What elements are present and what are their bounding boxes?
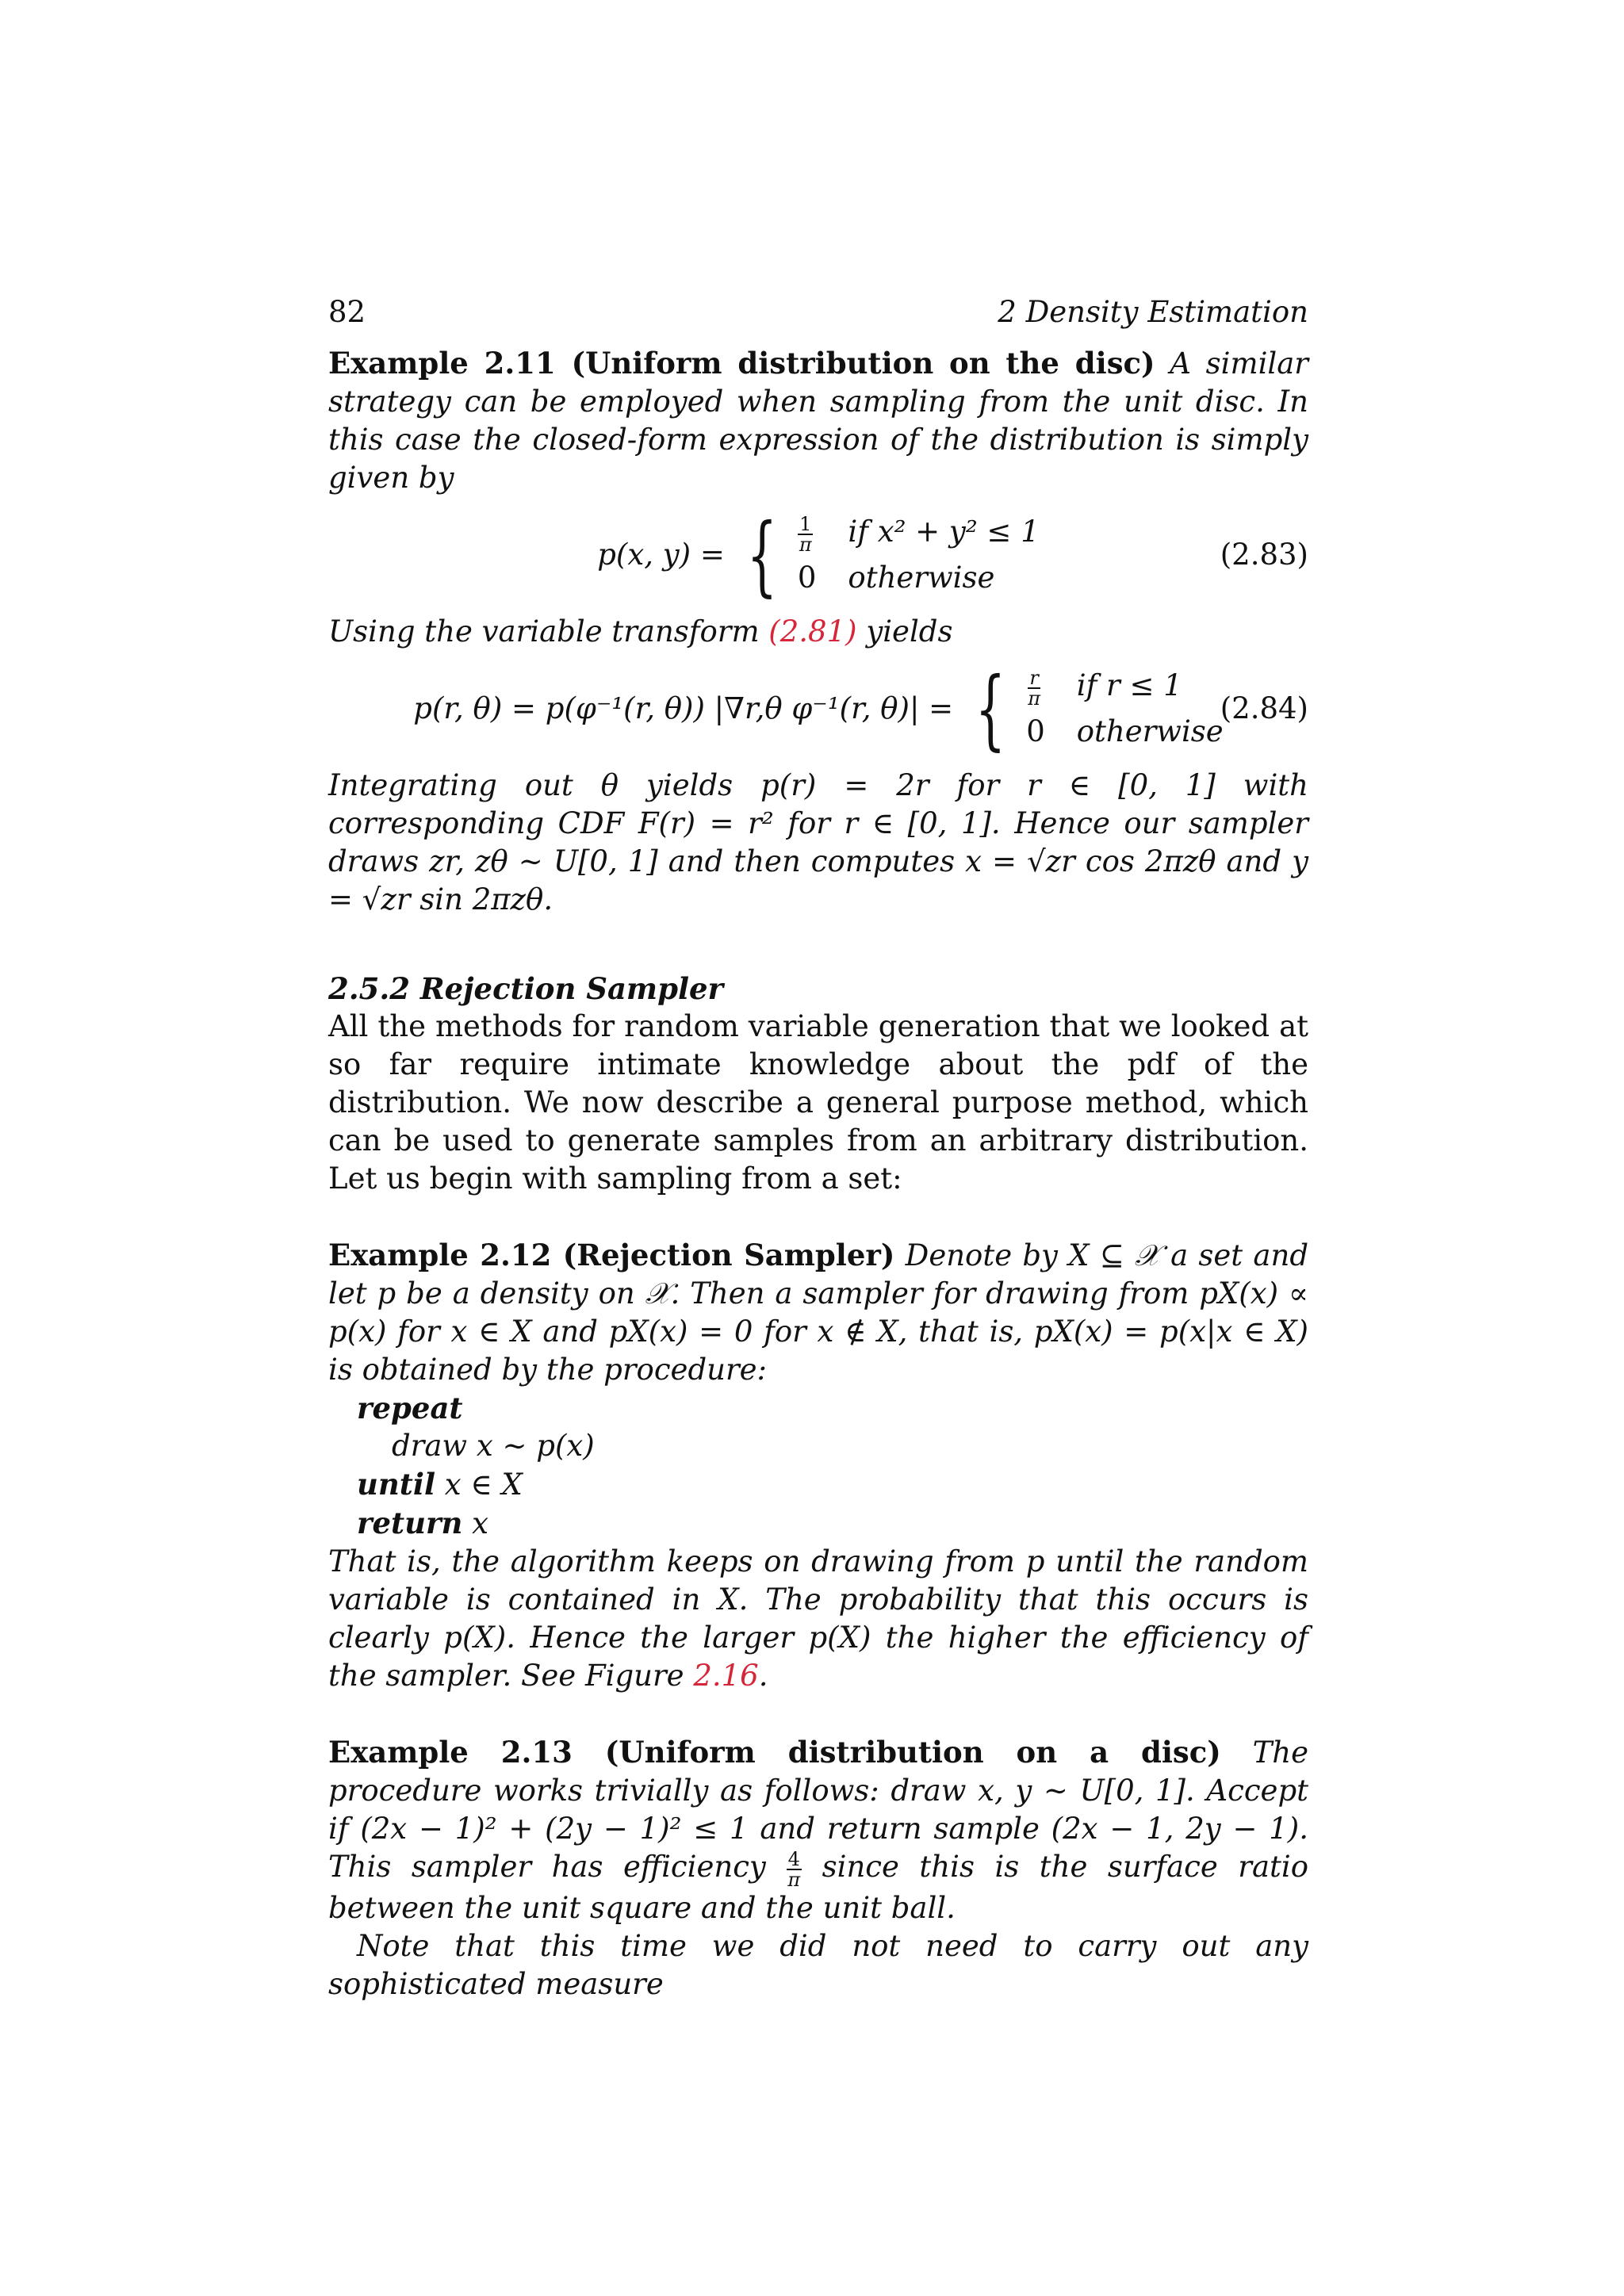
example-2-12-text: Denote by X ⊆ 𝒳 a set and let p be a density on 𝒳. Then a sampler for drawing from pX(x) ∝ p(x) for x ∈ X and pX(x) = 0 for x ∉ X, that is, pX(x) = p(x|x ∈ X) is obtained by the procedure:	[328, 1238, 1309, 1387]
eq-2-84-brace: {	[975, 658, 1006, 760]
algo-repeat: repeat	[357, 1391, 463, 1425]
page-number: 82	[328, 295, 366, 329]
example-2-11-text: A similar strategy can be employed when sampling from the unit disc. In this case the closed-form expression of the distribution is simply given by	[328, 346, 1308, 495]
variable-transform-line: Using the variable transform (2.81) yields	[328, 614, 953, 649]
algo-return: return x	[357, 1506, 489, 1540]
eq-2-84-cases	[1026, 667, 1224, 751]
eq-2-83-brace: {	[746, 504, 778, 606]
rejection-sampler-algorithm	[328, 1389, 1308, 1543]
eq-2-84-lhs: p(r, θ) = p(φ⁻¹(r, θ)) |∇r,θ φ⁻¹(r, θ)| =	[413, 691, 954, 725]
equation-2-84	[328, 658, 1308, 760]
equation-2-83	[328, 504, 1308, 606]
example-2-13-note: Note that this time we did not need to carry out any sophisticated measure	[328, 1928, 1308, 2001]
eq-2-83-case1-cond: if x² + y² ≤ 1	[848, 515, 1040, 549]
example-2-11	[328, 344, 1308, 497]
example-2-13-text-a: The procedure works trivially as follows: draw x, y ∼ U[0, 1]. Accept if (2x − 1)² + (2y − 1)² ≤ 1 and return sample (2x − 1, 2y − 1). This sampler has efficiency	[328, 1735, 1309, 1884]
example-2-12-after: That is, the algorithm keeps on drawing from p until the random variable is contained in X. The probability that this occurs is clearly p(X). Hence the larger p(X) the higher the efficiency of the sampler. See Figure 2.16.	[328, 1544, 1308, 1693]
example-2-13-text-b: since this is the surface ratio between the unit square and the unit ball.	[328, 1850, 1308, 1925]
eq-2-84-case2-cond: otherwise	[1076, 714, 1224, 748]
eq-2-83-case2-cond: otherwise	[848, 560, 995, 595]
section-heading-2-5-2: 2.5.2 Rejection Sampler	[328, 971, 724, 1006]
algo-draw: draw x ∼ p(x)	[392, 1429, 595, 1463]
ref-2-81-link[interactable]: (2.81)	[768, 614, 857, 649]
eq-2-83-lhs: p(x, y) =	[597, 538, 725, 572]
example-2-12	[328, 1236, 1308, 1389]
eq-2-84-case2-value: 0	[1026, 714, 1045, 748]
figure-2-16-link[interactable]: 2.16	[693, 1659, 759, 1693]
algo-until: until x ∈ X	[357, 1467, 523, 1502]
efficiency-fraction: $\frac{4}{\pi}$	[787, 1847, 801, 1891]
section-2-5-2-paragraph: All the methods for random variable generation that we looked at so far require intimate knowledge about the pdf of the distribution. We now describe a general purpose method, which can be used to generate samples from an arbitrary distribution. Let us begin with sampling from a set:	[328, 1009, 1308, 1196]
example-2-11-label: Example 2.11 (Uniform distribution on the disc)	[328, 346, 1155, 381]
eq-2-84-case1-cond: if r ≤ 1	[1076, 668, 1182, 703]
example-2-13	[328, 1733, 1308, 1927]
eq-2-83-number: (2.83)	[1220, 538, 1308, 572]
chapter-title: 2 Density Estimation	[998, 295, 1308, 329]
eq-2-84-case1-value: $\frac{r}{\pi}$	[1028, 666, 1040, 710]
book-page	[328, 293, 1308, 2003]
integrating-paragraph: Integrating out θ yields p(r) = 2r for r ∈ [0, 1] with corresponding CDF F(r) = r² for r ∈ [0, 1]. Hence our sampler draws zr, zθ ∼ U[0, 1] and then computes x = √zr cos 2πzθ and y = √zr sin 2πzθ.	[328, 768, 1308, 916]
example-2-12-label: Example 2.12 (Rejection Sampler)	[328, 1238, 895, 1272]
running-head	[328, 293, 1308, 341]
example-2-13-label: Example 2.13 (Uniform distribution on a disc)	[328, 1735, 1221, 1770]
eq-2-83-case1-value: $\frac{1}{\pi}$	[799, 512, 812, 556]
eq-2-84-number: (2.84)	[1220, 691, 1308, 725]
eq-2-83-case2-value: 0	[797, 560, 817, 595]
eq-2-83-cases	[798, 513, 1040, 597]
